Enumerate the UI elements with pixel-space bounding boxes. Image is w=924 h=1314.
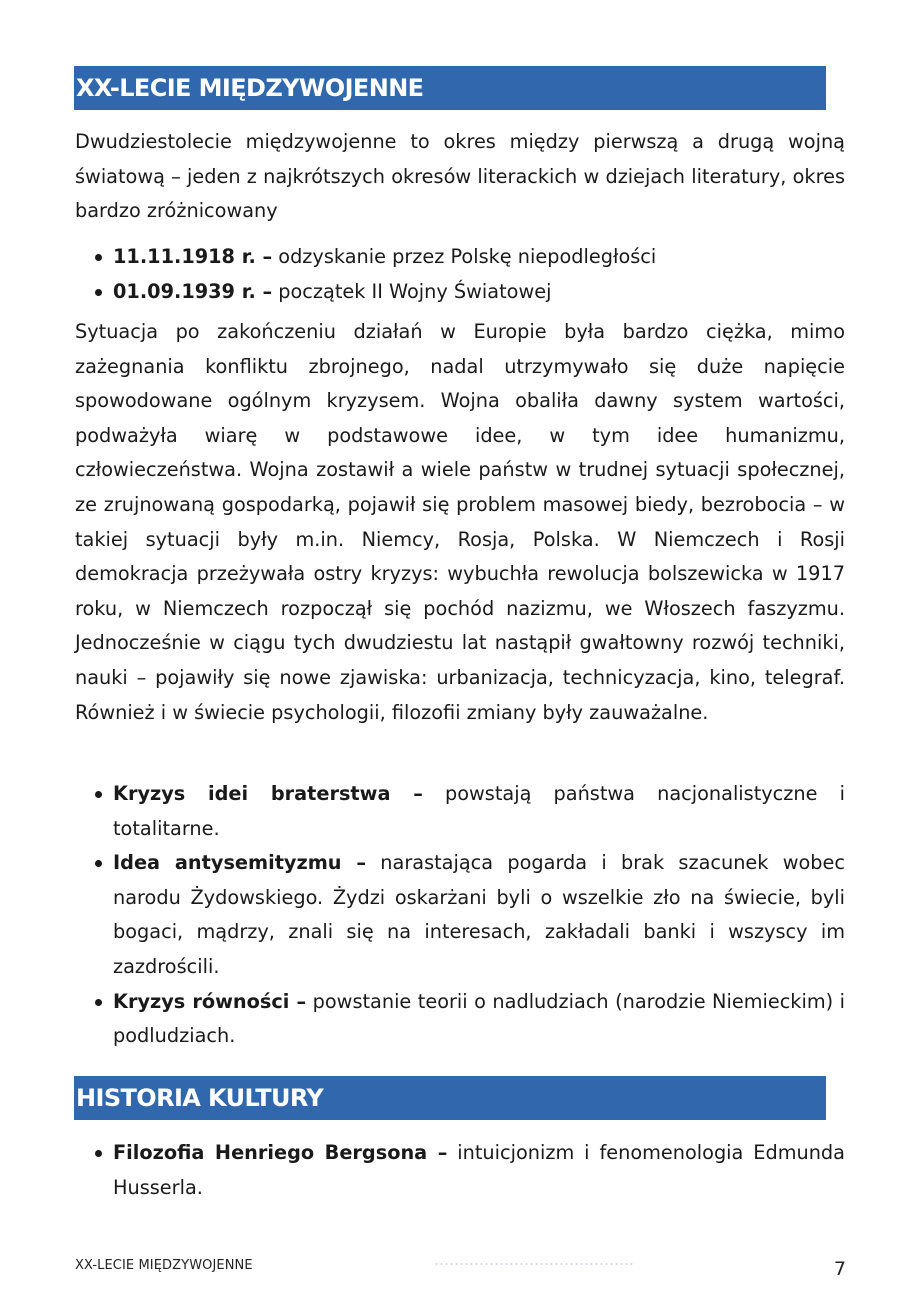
footer-title: XX-LECIE MIĘDZYWOJENNE <box>75 1258 253 1273</box>
bullet-icon <box>95 860 102 867</box>
list-item <box>95 846 845 984</box>
culture-term: Filozofia Henriego Bergsona – <box>113 1141 448 1164</box>
date-description: odzyskanie przez Polskę niepodległości <box>272 245 657 268</box>
list-item <box>95 985 845 1054</box>
key-dates-list <box>95 240 845 309</box>
crisis-description: powstanie teorii o nadludziach (narodzie Niemieckim) i podludziach. <box>113 989 845 1048</box>
list-item <box>95 275 845 310</box>
list-item <box>95 240 845 275</box>
section-heading-interwar: XX-LECIE MIĘDZYWOJENNE <box>74 66 826 110</box>
bullet-icon <box>95 254 102 261</box>
footer-divider <box>434 1262 634 1266</box>
intro-paragraph: Dwudziestolecie międzywojenne to okres między pierwszą a drugą wojną światową – jeden z najkrótszych okresów literackich w dziejach literatury, okres bardzo zróżnicowany <box>75 130 845 223</box>
page-number: 7 <box>833 1258 846 1280</box>
bullet-icon <box>95 289 102 296</box>
crisis-term: Idea antysemityzmu – <box>113 851 367 875</box>
crisis-description: powstają państwa nacjonalistyczne i totalitarne. <box>113 782 845 840</box>
crisis-description: narastająca pogarda i brak szacunek wobec narodu Żydowskiego. Żydzi oskarżani byli o wszelkie zło na świecie, byli bogaci, mądrzy, znali się na interesach, zakładali banki i wszyscy im zazdrościli. <box>113 851 846 978</box>
bullet-icon <box>95 999 102 1006</box>
date-description: początek II Wojny Światowej <box>272 279 552 303</box>
crisis-term: Kryzys idei braterstwa – <box>113 782 423 805</box>
date-label: 11.11.1918 r. – <box>113 245 273 268</box>
crisis-term: Kryzys równości – <box>113 989 307 1013</box>
culture-description: intuicjonizm i fenomenologia Edmunda Husserla. <box>113 1141 845 1199</box>
list-item <box>95 1136 845 1205</box>
culture-list <box>95 1136 845 1205</box>
list-item <box>95 777 845 846</box>
date-label: 01.09.1939 r. – <box>113 279 273 303</box>
crises-list <box>95 777 845 1054</box>
bullet-icon <box>95 1150 102 1157</box>
section-heading-culture: HISTORIA KULTURY <box>74 1076 826 1120</box>
situation-paragraph: Sytuacja po zakończeniu działań w Europie była bardzo ciężka, mimo zażegnania konfliktu zbrojnego, nadal utrzymywało się duże napięcie spowodowane ogólnym kryzysem. Wojna obaliła dawny system wartości, podważyła wiarę w podstawowe idee, w tym idee humanizmu, człowieczeństwa. Wojna zostawił a wiele państw w trudnej sytuacji społecznej, ze zrujnowaną gospodarką, pojawił się problem masowej biedy, bezrobocia – w takiej sytuacji były m.in. Niemcy, Rosja, Polska. W Niemczech i Rosji demokracja przeżywała ostry kryzys: wybuchła rewolucja bolszewicka w 1917 roku, w Niemczech rozpoczął się pochód nazizmu, we Włoszech faszyzmu. Jednocześnie w ciągu tych dwudziestu lat nastąpił gwałtowny rozwój techniki, nauki – pojawiły się nowe zjawiska: urbanizacja, technicyzacja, kino, telegraf. Również i w świecie psychologii, filozofii zmiany były zauważalne. <box>75 320 845 724</box>
bullet-icon <box>95 791 102 798</box>
